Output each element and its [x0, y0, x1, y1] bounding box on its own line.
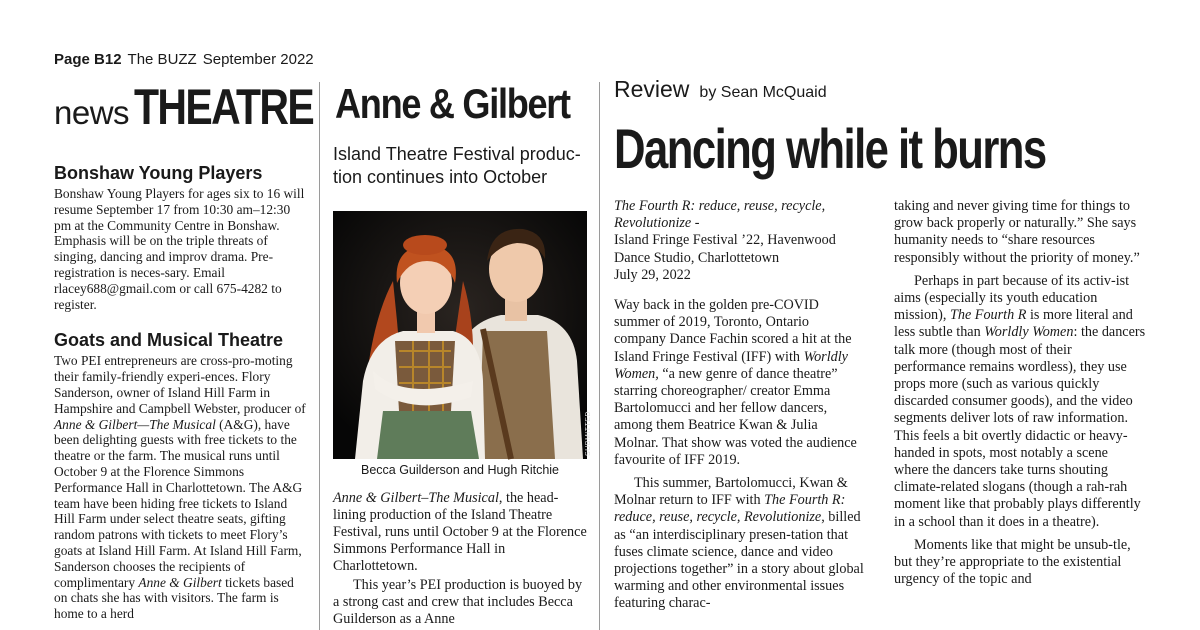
show-info	[614, 198, 864, 284]
article-text-italic: Anne & Gilbert	[138, 574, 222, 590]
cast-photo-illustration	[333, 211, 587, 459]
feature-paragraph: This year’s PEI production is buoyed by a strong cast and crew that includes Becca Guilderson as a Anne	[333, 577, 583, 627]
review-text-italic: The Fourth R: reduce, reuse, recycle, Revolutionize	[614, 492, 846, 526]
review-label: Review	[614, 76, 690, 102]
review-paragraph: taking and never giving time for things to grow back properly or naturally.” She says humanity needs to “share resources responsibly without the priority of money.”	[894, 198, 1140, 266]
page-masthead	[54, 51, 314, 68]
article-heading: Bonshaw Young Players	[54, 163, 263, 183]
review-text: : the dancers talk more (though most of their performance remains wordless), they use props more (such as various quickly discarded consumer goods), and the video segments deliver lots of raw information. This feels a bit overtly didactic or heavy-handed in spots, most notably a scene where the dancers take turns shouting climate-related slogans (though a rah-rah moment like that probably plays differently in a school than it does in a theatre).	[894, 324, 1146, 530]
show-title-italic: Anne & Gilbert–The Musical	[333, 490, 499, 506]
article-heading: Goats and Musical Theatre	[54, 330, 284, 351]
article-body: Bonshaw Young Players for ages six to 16 will resume September 17 from 10:30 am–12:30 pm at the Community Centre in Bonshaw. Emphasis will be on the triple threats of singing, dancing and improv drama. Pre-registration is neces-sary. Email rlacey688@gmail.com or call 675-4282 to register.	[54, 186, 305, 312]
issue-date: September 2022	[202, 51, 314, 68]
cast-photo	[333, 211, 592, 459]
feature-deck: Island Theatre Festival produc-tion continues into October	[333, 144, 581, 187]
show-title-dash: -	[691, 215, 700, 232]
review-paragraph	[894, 273, 1146, 531]
show-venue: Island Fringe Festival ’22, Havenwood Dance Studio, Charlottetown	[614, 232, 836, 266]
article-text: Two PEI entrepreneurs are cross-pro-moting their family-friendly experi-ences. Flory Sanderson, owner of Island Hill Farm in Hampshire and Campbell Webster, producer of	[54, 353, 306, 416]
review-text-italic: Worldly Women,	[614, 348, 848, 382]
column-rule-1	[319, 82, 320, 630]
review-text: is more literal and less subtle than	[894, 307, 1133, 341]
article-text-italic: Anne & Gilbert—The Musical	[54, 416, 216, 432]
show-date: July 29, 2022	[614, 266, 691, 283]
review-paragraph	[614, 475, 864, 613]
photo-credit: SUBMITTED	[585, 411, 592, 456]
review-byline: by Sean McQuaid	[699, 84, 827, 101]
review-paragraph	[614, 297, 864, 469]
column-rule-2	[599, 82, 600, 630]
review-column-1	[614, 198, 864, 613]
feature-title: Anne & Gilbert	[335, 80, 570, 127]
publication-name: The BUZZ	[127, 51, 197, 68]
article-text: (A&G), have been delighting guests with free tickets to the theatre or the farm. The musical runs until October 9 at the Florence Simmons Performance Hall in Charlottetown. The A&G team have been hiding free tickets to Island Hill Farm under select theatre seats, gifting random patrons with tickets to meet Flory’s goats at Island Hill Farm. At Island Hill Farm, Sanderson chooses the recipients of complimentary	[54, 416, 303, 590]
review-text: Perhaps in part because of its activ-ist aims (especially its youth education mission),	[894, 272, 1130, 324]
page-number: Page B12	[54, 51, 122, 68]
section-name: THEATRE	[133, 79, 313, 135]
photo-caption: Becca Guilderson and Hugh Ritchie	[360, 463, 560, 477]
show-title: The Fourth R: reduce, reuse, recycle, Revolutionize	[614, 198, 826, 232]
section-heading	[54, 78, 313, 149]
article-body	[54, 353, 306, 622]
feature-column	[333, 78, 592, 628]
review-text-italic: Worldly Women	[984, 324, 1074, 341]
feature-text: , the head-lining production of the Island Theatre Festival, runs until October 9 at the Florence Simmons Performance Hall in Charlottetown.	[333, 490, 587, 574]
review-text: , billed as “an interdisciplinary presen-tation that fuses climate science, dance and video projections together” in a story about global warming and other environmental issues featuring charac-	[614, 509, 864, 612]
news-column	[54, 78, 313, 622]
review-text-italic: The Fourth R	[949, 307, 1027, 324]
feature-paragraph	[333, 490, 587, 575]
article-text: tickets based on chats she has with visitors. The farm is home to a herd	[54, 574, 294, 622]
review-paragraph: Moments like that might be unsub-tle, but they’re appropriate to the existential urgency of the topic and	[894, 536, 1131, 588]
review-text: This summer, Bartolomucci, Kwan & Molnar return to IFF with	[614, 475, 848, 509]
review-title: Dancing while it burns	[614, 117, 1046, 180]
review-header	[614, 76, 827, 103]
review-text: “a new genre of dance theatre” starring choreographer/ creator Emma Bartolomucci and her fellow dancers, among them Beatrice Kwan & Julia Molnar. That show was voted the audience favourite of IFF 2019.	[614, 365, 857, 468]
review-column-2	[894, 198, 1146, 588]
review-text: Way back in the golden pre-COVID summer of 2019, Toronto, Ontario company Dance Fachin scored a hit at the Island Fringe Festival (IFF) with	[614, 297, 852, 365]
section-prefix: news	[54, 94, 130, 131]
